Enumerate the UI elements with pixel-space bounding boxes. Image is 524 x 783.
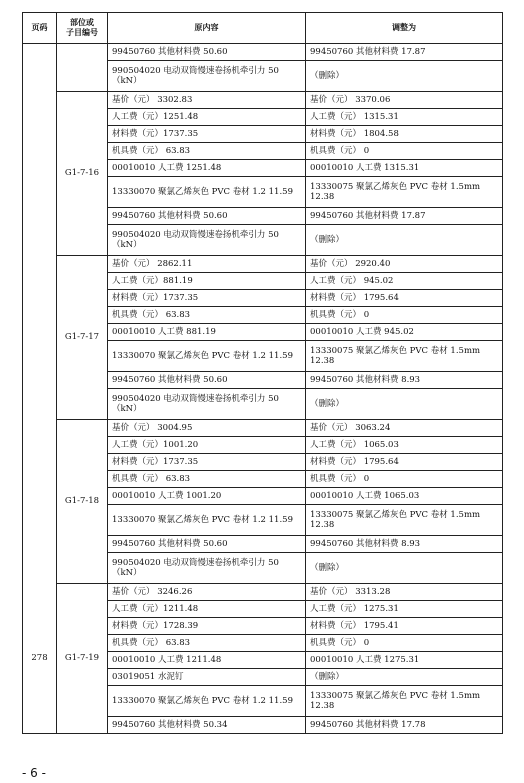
adjusted-cell: 99450760 其他材料费 17.78 <box>306 717 503 734</box>
item-code-cell: G1-7-18 <box>57 420 108 584</box>
table-row <box>23 584 503 601</box>
original-cell: 材料费（元）1728.39 <box>108 618 306 635</box>
original-cell: 00010010 人工费 1211.48 <box>108 652 306 669</box>
table-row <box>23 44 503 61</box>
original-cell: 990504020 电动双筒慢速卷扬机牵引力 50（kN） <box>108 389 306 420</box>
original-cell: 99450760 其他材料费 50.34 <box>108 717 306 734</box>
adjusted-cell: 材料费（元） 1795.64 <box>306 290 503 307</box>
table-row <box>23 256 503 273</box>
table-row <box>23 92 503 109</box>
original-cell: 机具费（元） 63.83 <box>108 307 306 324</box>
adjusted-cell: 机具费（元） 0 <box>306 635 503 652</box>
original-cell: 基价（元） 3302.83 <box>108 92 306 109</box>
adjusted-cell: （删除） <box>306 389 503 420</box>
original-cell: 机具费（元） 63.83 <box>108 471 306 488</box>
adjusted-cell: 材料费（元） 1804.58 <box>306 126 503 143</box>
original-cell: 材料费（元）1737.35 <box>108 290 306 307</box>
adjusted-cell: （删除） <box>306 669 503 686</box>
header-page: 页码 <box>23 13 57 44</box>
original-cell: 990504020 电动双筒慢速卷扬机牵引力 50（kN） <box>108 225 306 256</box>
adjusted-cell: 基价（元） 3370.06 <box>306 92 503 109</box>
original-cell: 材料费（元）1737.35 <box>108 454 306 471</box>
adjusted-cell: 99450760 其他材料费 8.93 <box>306 536 503 553</box>
original-cell: 99450760 其他材料费 50.60 <box>108 536 306 553</box>
adjusted-cell: 00010010 人工费 1065.03 <box>306 488 503 505</box>
adjusted-cell: 00010010 人工费 1275.31 <box>306 652 503 669</box>
adjusted-cell: 材料费（元） 1795.64 <box>306 454 503 471</box>
adjusted-cell: 人工费（元） 1315.31 <box>306 109 503 126</box>
adjusted-cell: （删除） <box>306 553 503 584</box>
item-code-cell <box>57 44 108 92</box>
adjusted-cell: 00010010 人工费 945.02 <box>306 324 503 341</box>
adjusted-cell: 材料费（元） 1795.41 <box>306 618 503 635</box>
original-cell: 990504020 电动双筒慢速卷扬机牵引力 50（kN） <box>108 61 306 92</box>
adjusted-cell: 99450760 其他材料费 8.93 <box>306 372 503 389</box>
adjusted-cell: 13330075 聚氯乙烯灰色 PVC 卷材 1.5mm 12.38 <box>306 341 503 372</box>
original-cell: 00010010 人工费 881.19 <box>108 324 306 341</box>
adjusted-cell: 机具费（元） 0 <box>306 471 503 488</box>
item-code-cell: G1-7-19 <box>57 584 108 734</box>
original-cell: 99450760 其他材料费 50.60 <box>108 44 306 61</box>
item-code-cell: G1-7-17 <box>57 256 108 420</box>
page-cell: 278 <box>23 44 57 734</box>
adjusted-cell: 基价（元） 3313.28 <box>306 584 503 601</box>
original-cell: 99450760 其他材料费 50.60 <box>108 372 306 389</box>
header-adjusted-content: 调整为 <box>306 13 503 44</box>
original-cell: 13330070 聚氯乙烯灰色 PVC 卷材 1.2 11.59 <box>108 177 306 208</box>
adjusted-cell: （删除） <box>306 225 503 256</box>
adjusted-cell: 人工费（元） 1275.31 <box>306 601 503 618</box>
adjusted-cell: 基价（元） 2920.40 <box>306 256 503 273</box>
original-cell: 基价（元） 3004.95 <box>108 420 306 437</box>
header-original-content: 原内容 <box>108 13 306 44</box>
adjusted-cell: 人工费（元） 945.02 <box>306 273 503 290</box>
original-cell: 99450760 其他材料费 50.60 <box>108 208 306 225</box>
original-cell: 00010010 人工费 1001.20 <box>108 488 306 505</box>
item-code-cell: G1-7-16 <box>57 92 108 256</box>
adjusted-cell: 人工费（元） 1065.03 <box>306 437 503 454</box>
adjusted-cell: 机具费（元） 0 <box>306 143 503 160</box>
original-cell: 03019051 水泥钉 <box>108 669 306 686</box>
table-row <box>23 420 503 437</box>
adjusted-cell: 99450760 其他材料费 17.87 <box>306 44 503 61</box>
original-cell: 人工费（元）1001.20 <box>108 437 306 454</box>
original-cell: 13330070 聚氯乙烯灰色 PVC 卷材 1.2 11.59 <box>108 686 306 717</box>
original-cell: 机具费（元） 63.83 <box>108 635 306 652</box>
header-item-code: 部位或 子目编号 <box>57 13 108 44</box>
adjusted-cell: 13330075 聚氯乙烯灰色 PVC 卷材 1.5mm 12.38 <box>306 686 503 717</box>
original-cell: 13330070 聚氯乙烯灰色 PVC 卷材 1.2 11.59 <box>108 505 306 536</box>
adjustment-table <box>22 12 503 734</box>
adjusted-cell: 13330075 聚氯乙烯灰色 PVC 卷材 1.5mm 12.38 <box>306 177 503 208</box>
original-cell: 990504020 电动双筒慢速卷扬机牵引力 50（kN） <box>108 553 306 584</box>
adjusted-cell: 基价（元） 3063.24 <box>306 420 503 437</box>
adjusted-cell: 机具费（元） 0 <box>306 307 503 324</box>
original-cell: 材料费（元）1737.35 <box>108 126 306 143</box>
original-cell: 基价（元） 2862.11 <box>108 256 306 273</box>
adjusted-cell: 99450760 其他材料费 17.87 <box>306 208 503 225</box>
adjusted-cell: 00010010 人工费 1315.31 <box>306 160 503 177</box>
original-cell: 机具费（元） 63.83 <box>108 143 306 160</box>
original-cell: 人工费（元）881.19 <box>108 273 306 290</box>
original-cell: 00010010 人工费 1251.48 <box>108 160 306 177</box>
adjusted-cell: （删除） <box>306 61 503 92</box>
original-cell: 人工费（元）1251.48 <box>108 109 306 126</box>
adjusted-cell: 13330075 聚氯乙烯灰色 PVC 卷材 1.5mm 12.38 <box>306 505 503 536</box>
original-cell: 基价（元） 3246.26 <box>108 584 306 601</box>
original-cell: 13330070 聚氯乙烯灰色 PVC 卷材 1.2 11.59 <box>108 341 306 372</box>
page-number: - 6 - <box>22 766 46 780</box>
original-cell: 人工费（元）1211.48 <box>108 601 306 618</box>
